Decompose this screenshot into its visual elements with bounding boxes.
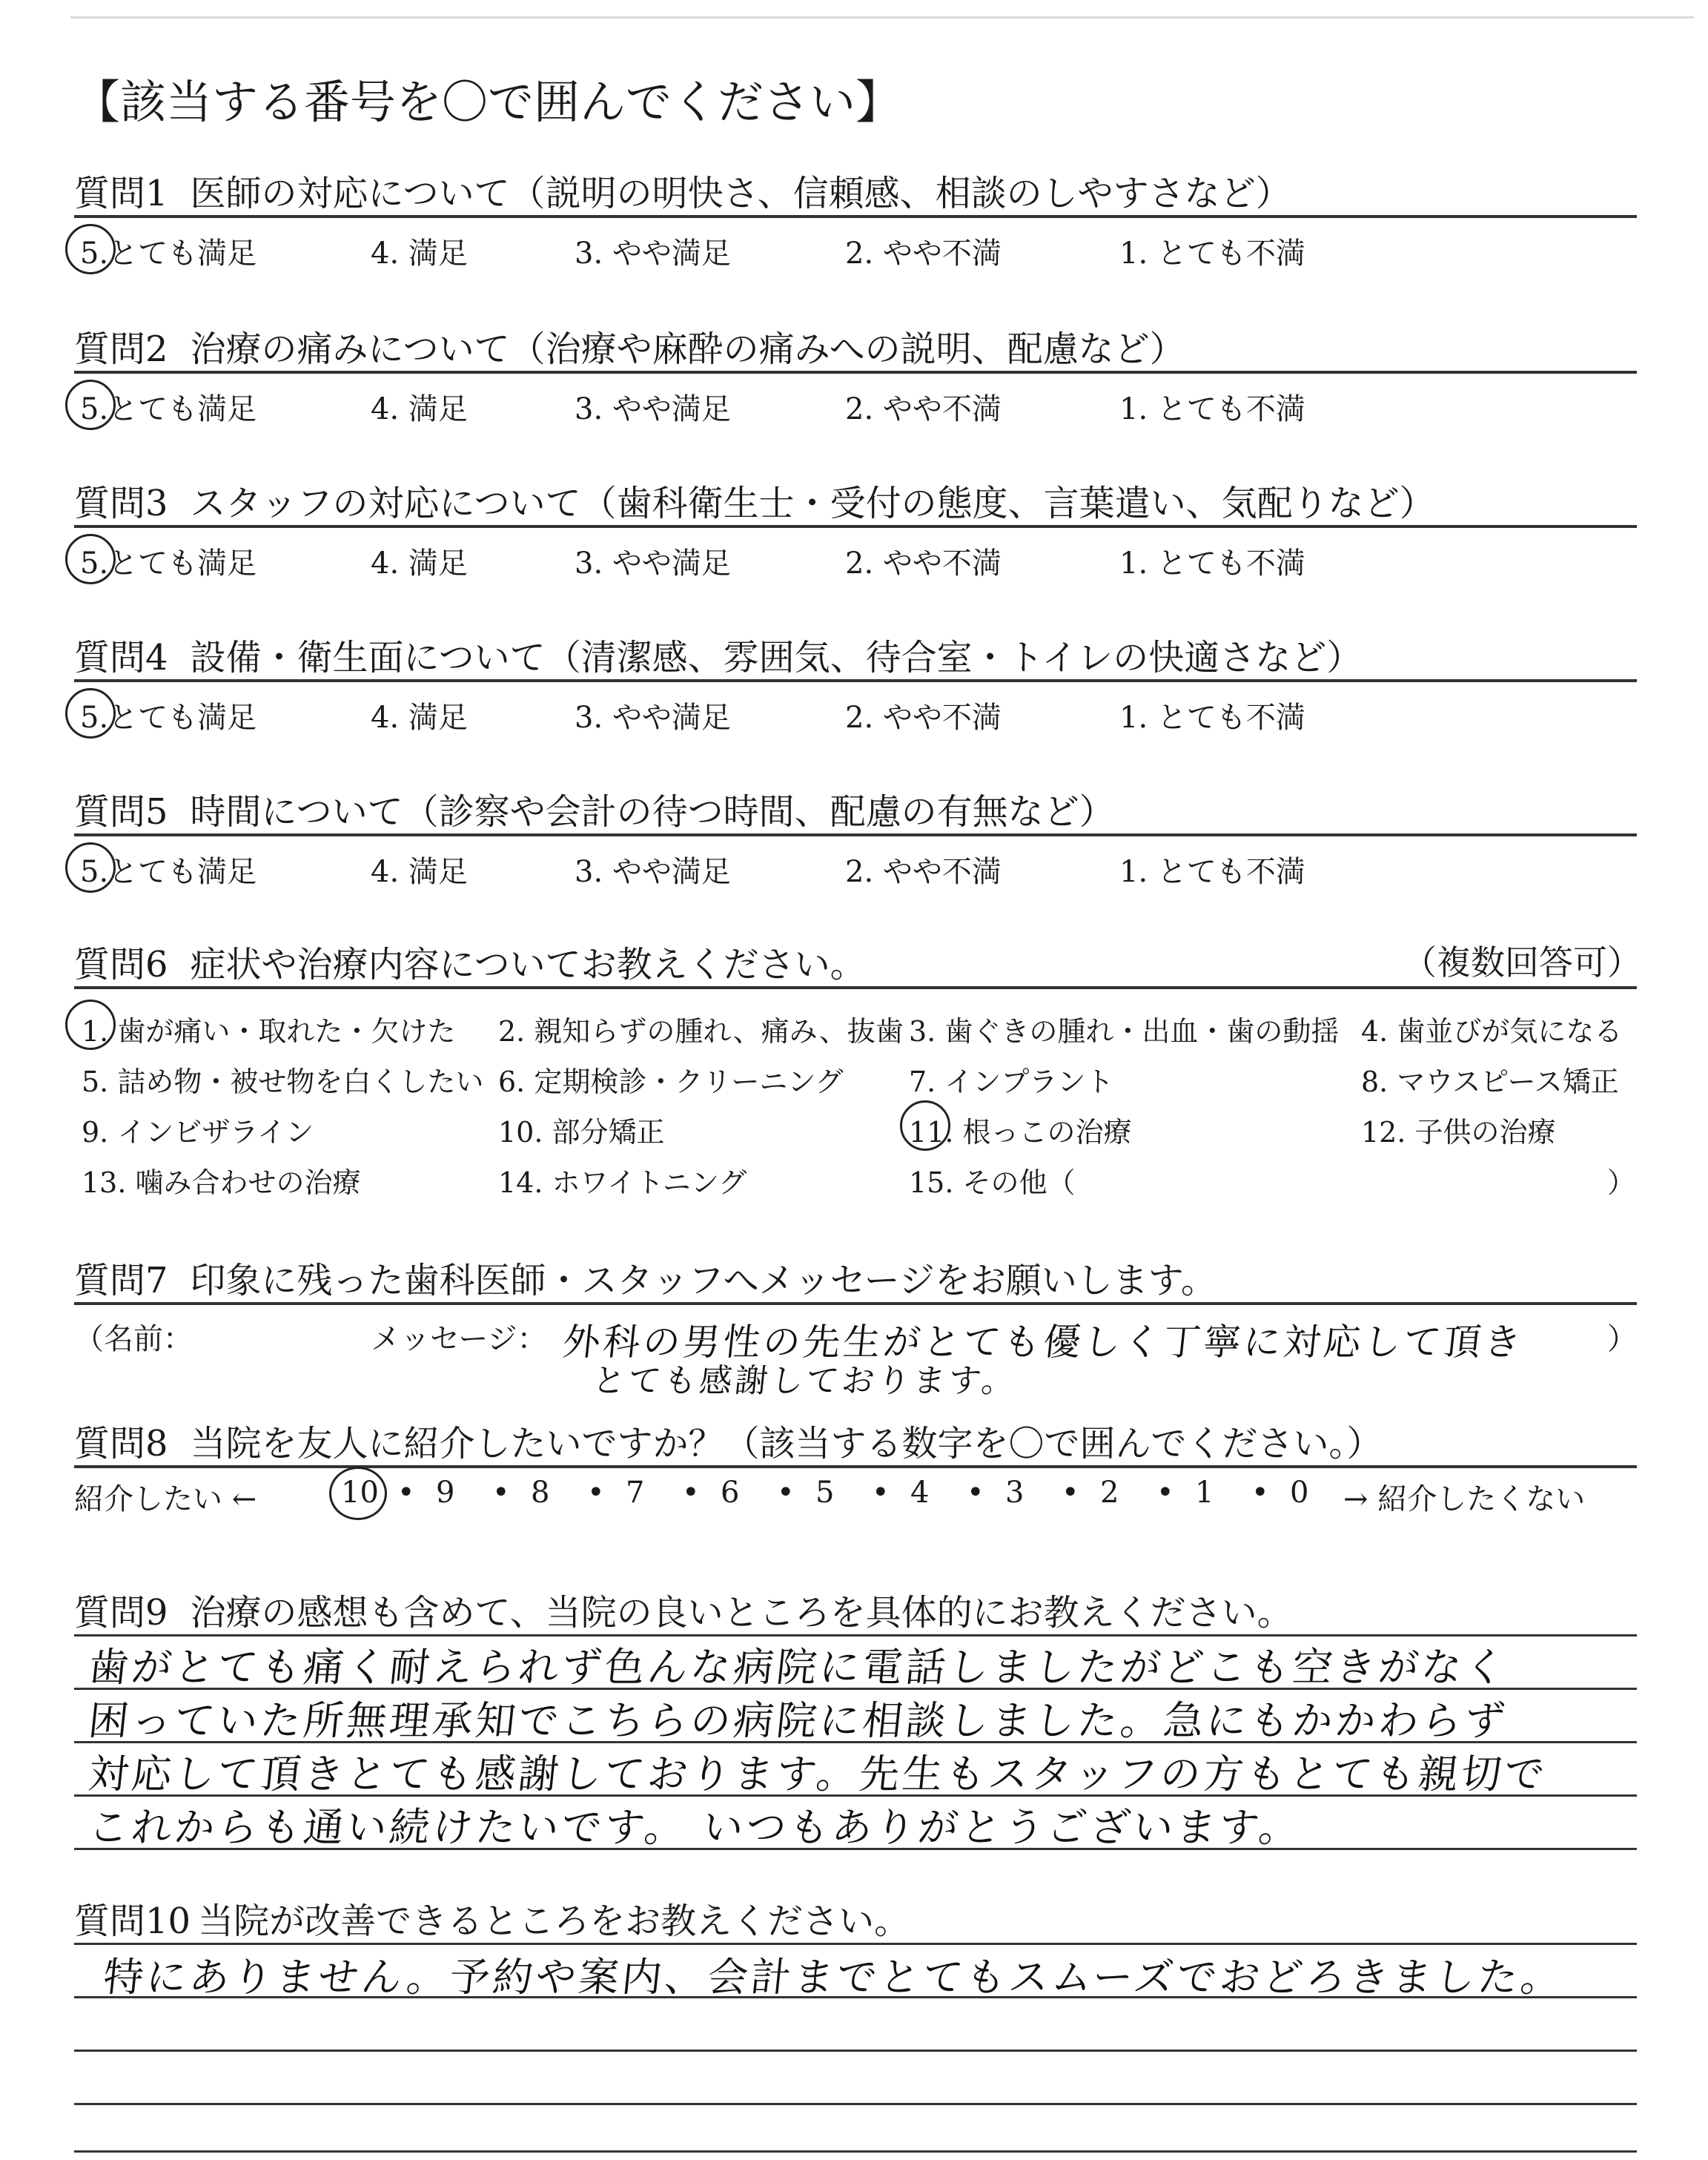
multiple-answer-note: （複数回答可） (1403, 942, 1641, 982)
scale-number[interactable]: 1 (1195, 1476, 1214, 1510)
treatment-option[interactable]: 11. 根っこの治療 (909, 1116, 1132, 1149)
question-3-heading (74, 475, 1435, 526)
rating-option[interactable]: 2. やや不満 (845, 392, 1002, 426)
rating-option[interactable]: 5.とても満足 (80, 855, 257, 889)
answer-circle-mark (65, 1000, 116, 1050)
handwritten-message-line: とても感謝しております。 (590, 1362, 1019, 1400)
rating-option[interactable]: 5.とても満足 (80, 546, 257, 581)
treatment-option[interactable]: 6. 定期検診・クリーニング (498, 1066, 844, 1098)
treatment-option[interactable]: 2. 親知らずの腫れ、痛み、抜歯 (498, 1015, 904, 1048)
scale-dot: • (872, 1476, 890, 1510)
question-8-heading (74, 1415, 1383, 1466)
treatment-option[interactable]: 14. ホワイトニング (498, 1166, 747, 1199)
rating-option[interactable]: 1. とても不満 (1119, 392, 1305, 426)
question-number: 質問1 (74, 173, 168, 214)
question-text: 当院を友人に紹介したいですか？（該当する数字を〇で囲んでください。） (190, 1423, 1383, 1464)
question-number: 質問9 (74, 1592, 168, 1634)
answer-circle-mark (65, 688, 116, 739)
scale-dot: • (397, 1476, 415, 1510)
scale-number[interactable]: 10 (341, 1476, 379, 1510)
answer-circle-mark (65, 534, 116, 584)
scale-number[interactable]: 6 (721, 1476, 740, 1510)
question-text: 治療の感想も含めて、当院の良いところを具体的にお教えください。 (190, 1592, 1293, 1634)
question-text: 治療の痛みについて（治療や麻酔の痛みへの説明、配慮など） (190, 328, 1185, 370)
question-3-rule (74, 525, 1637, 528)
rating-option[interactable]: 3. やや満足 (575, 855, 731, 889)
scale-dot: • (1156, 1476, 1174, 1510)
answer-circle-mark (329, 1467, 387, 1520)
question-4-rule (74, 679, 1637, 682)
scale-number[interactable]: 8 (531, 1476, 550, 1510)
treatment-option[interactable]: 3. 歯ぐきの腫れ・出血・歯の動揺 (909, 1015, 1340, 1048)
question-number: 質問5 (74, 791, 168, 833)
scale-dot: • (777, 1476, 795, 1510)
question-2-rule (74, 371, 1637, 374)
rating-option[interactable]: 3. やや満足 (575, 546, 731, 581)
scale-number[interactable]: 7 (626, 1476, 645, 1510)
question-text: 症状や治療内容についてお教えください。 (190, 944, 866, 985)
question-number: 質問10 (74, 1900, 191, 1942)
question-text: 医師の対応について（説明の明快さ、信頼感、相談のしやすさなど） (190, 173, 1291, 214)
treatment-option[interactable]: 15. その他（ (909, 1166, 1076, 1199)
question-7-rule (74, 1302, 1637, 1305)
scale-dot: • (1062, 1476, 1079, 1510)
scale-number[interactable]: 5 (815, 1476, 835, 1510)
question-1-rule (74, 215, 1637, 218)
question-5-rule (74, 833, 1637, 836)
scale-number[interactable]: 0 (1290, 1476, 1309, 1510)
rating-option[interactable]: 4. 満足 (371, 392, 468, 426)
question-text: 設備・衛生面について（清潔感、雰囲気、待合室・トイレの快適さなど） (190, 637, 1363, 678)
scale-number[interactable]: 2 (1100, 1476, 1119, 1510)
top-border (70, 16, 1694, 19)
rating-option[interactable]: 5.とても満足 (80, 237, 257, 271)
scale-number[interactable]: 3 (1005, 1476, 1025, 1510)
treatment-option[interactable]: 5. 詰め物・被せ物を白くしたい (82, 1066, 484, 1098)
answer-circle-mark (65, 842, 116, 893)
question-2-heading (74, 320, 1185, 371)
close-paren: ） (1607, 1322, 1637, 1356)
answer-line (74, 2050, 1637, 2052)
page-title: 【該当する番号を〇で囲んでください】 (74, 75, 902, 129)
treatment-option[interactable]: 12. 子供の治療 (1361, 1116, 1556, 1149)
rating-option[interactable]: 1. とても不満 (1119, 855, 1305, 889)
handwritten-answer-line: 特にありません。予約や案内、会計までとてもスムーズでおどろきました。 (101, 1954, 1566, 2001)
message-label: メッセージ： (371, 1322, 547, 1356)
question-7-heading (74, 1252, 1217, 1303)
rating-option[interactable]: 5.とても満足 (80, 392, 257, 426)
question-number: 質問8 (74, 1423, 168, 1464)
question-number: 質問6 (74, 944, 168, 985)
recommend-right-label: → 紹介したくない (1343, 1482, 1586, 1516)
rating-option[interactable]: 4. 満足 (371, 237, 468, 271)
rating-option[interactable]: 3. やや満足 (575, 237, 731, 271)
treatment-option[interactable]: 4. 歯並びが気になる (1361, 1015, 1623, 1048)
rating-option[interactable]: 3. やや満足 (575, 701, 731, 735)
scale-dot: • (682, 1476, 700, 1510)
rating-option[interactable]: 2. やや不満 (845, 237, 1002, 271)
rating-option[interactable]: 2. やや不満 (845, 546, 1002, 581)
rating-option[interactable]: 4. 満足 (371, 546, 468, 581)
rating-option[interactable]: 2. やや不満 (845, 701, 1002, 735)
recommend-left-label: 紹介したい ← (74, 1482, 257, 1516)
question-number: 質問2 (74, 328, 168, 370)
question-text: 印象に残った歯科医師・スタッフへメッセージをお願いします。 (190, 1260, 1217, 1301)
answer-line (74, 1943, 1637, 1945)
rating-option[interactable]: 4. 満足 (371, 855, 468, 889)
question-9-heading (74, 1584, 1293, 1635)
question-4-heading (74, 629, 1362, 680)
scale-dot: • (1251, 1476, 1269, 1510)
question-6-heading (74, 936, 866, 987)
question-5-heading (74, 783, 1115, 834)
treatment-option[interactable]: 8. マウスピース矯正 (1361, 1066, 1619, 1098)
scale-number[interactable]: 4 (910, 1476, 930, 1510)
rating-option[interactable]: 2. やや不満 (845, 855, 1002, 889)
question-number: 質問4 (74, 637, 168, 678)
treatment-option[interactable]: 7. インプラント (909, 1066, 1114, 1098)
handwritten-answer-line: 対応して頂きとても感謝しております。先生もスタッフの方もとても親切で (86, 1751, 1550, 1797)
name-label: （名前： (74, 1322, 193, 1356)
question-text: 当院が改善できるところをお教えください。 (198, 1900, 910, 1942)
question-8-rule (74, 1465, 1637, 1468)
treatment-option[interactable]: ） (1607, 1166, 1636, 1199)
scale-dot: • (492, 1476, 510, 1510)
question-number: 質問7 (74, 1260, 168, 1301)
scale-dot: • (587, 1476, 605, 1510)
question-text: 時間について（診察や会計の待つ時間、配慮の有無など） (190, 791, 1115, 833)
answer-circle-mark (900, 1100, 950, 1151)
question-10-heading (74, 1892, 910, 1943)
answer-circle-mark (65, 380, 116, 430)
rating-option[interactable]: 3. やや満足 (575, 392, 731, 426)
answer-circle-mark (65, 224, 116, 274)
answer-line (74, 2150, 1637, 2153)
question-1-heading (74, 165, 1291, 216)
rating-option[interactable]: 1. とても不満 (1119, 546, 1305, 581)
question-number: 質問3 (74, 483, 168, 524)
scale-number[interactable]: 9 (436, 1476, 455, 1510)
handwritten-answer-line: 困っていた所無理承知でこちらの病院に相談しました。急にもかかわらず (86, 1697, 1510, 1744)
answer-line (74, 2103, 1637, 2105)
rating-option[interactable]: 1. とても不満 (1119, 237, 1305, 271)
treatment-option[interactable]: 10. 部分矯正 (498, 1116, 665, 1149)
question-6-rule (74, 986, 1637, 989)
handwritten-answer-line: 歯がとても痛く耐えられず色んな病院に電話しましたがどこも空きがなく (86, 1644, 1510, 1691)
rating-option[interactable]: 4. 満足 (371, 701, 468, 735)
scale-dot: • (967, 1476, 984, 1510)
handwritten-answer-line: これからも通い続けたいです。 いつもありがとうございます。 (86, 1804, 1305, 1851)
handwritten-message-line: 外科の男性の先生がとても優しく丁寧に対応して頂き (560, 1321, 1526, 1364)
rating-option[interactable]: 5.とても満足 (80, 701, 257, 735)
treatment-option[interactable]: 9. インビザライン (82, 1116, 314, 1149)
treatment-option[interactable]: 13. 噛み合わせの治療 (82, 1166, 361, 1199)
question-text: スタッフの対応について（歯科衛生士・受付の態度、言葉遣い、気配りなど） (190, 483, 1435, 524)
treatment-option[interactable]: 1. 歯が痛い・取れた・欠けた (82, 1015, 456, 1048)
rating-option[interactable]: 1. とても不満 (1119, 701, 1305, 735)
